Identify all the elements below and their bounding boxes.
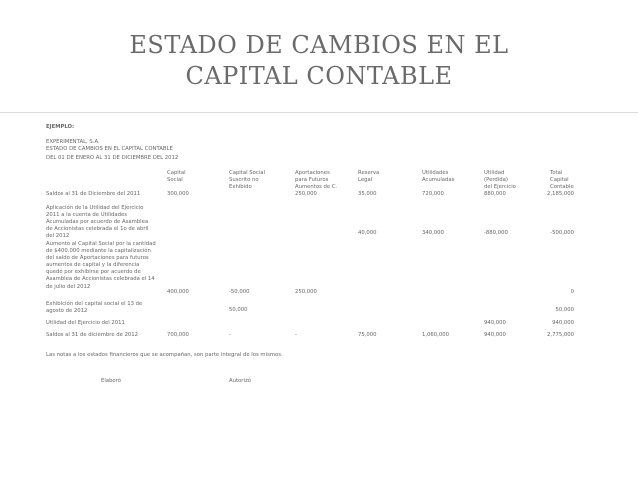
table-cell: 940,000 — [484, 320, 506, 326]
column-header: (Perdida) — [484, 177, 508, 184]
title-divider — [0, 112, 638, 113]
table-cell: 2,775,000 — [547, 332, 574, 338]
table-cell: 340,000 — [422, 230, 444, 236]
signature-authorized: Autorizó — [229, 378, 251, 384]
company-name: EXPERIMENTAL, S.A. — [46, 139, 100, 145]
column-header: Aportaciones — [295, 170, 330, 176]
table-cell: -500,000 — [550, 230, 574, 236]
row-description: Utilidad del Ejercicio del 2011 — [46, 320, 125, 326]
column-header: Reserva — [358, 170, 380, 176]
footnote: Las notas a los estados financieros que se acompañan, son parte integral de los mismos. — [46, 352, 283, 358]
column-header: Contable — [550, 184, 574, 191]
table-cell: - — [295, 332, 297, 338]
table-cell: -880,000 — [484, 230, 508, 236]
column-header: Utilidades — [422, 170, 449, 176]
row-description: Aumento al Capital Social por la cantidad de $400,000 mediante la capitalización del saldo de Aportaciones para futuros aumentos de capital y la diferencia quedó por exhibirse por acuerdo de Asamblea de Accionistas celebrada el 14 de julio del 2012 — [46, 241, 156, 290]
column-header: Capital Social — [229, 170, 265, 176]
table-cell: - — [229, 332, 231, 338]
table-cell: 700,000 — [167, 332, 189, 338]
column-header: Social — [167, 177, 183, 184]
table-cell: 40,000 — [358, 230, 377, 236]
column-header: Exhibido — [229, 184, 252, 191]
title-line-1: ESTADO DE CAMBIOS EN EL — [129, 31, 509, 59]
row-description: Saldos al 31 de Diciembre del 2011 — [46, 191, 141, 197]
column-header: Acumuladas — [422, 177, 455, 184]
column-header: Utilidad — [484, 170, 505, 176]
statement-name: ESTADO DE CAMBIOS EN EL CAPITAL CONTABLE — [46, 146, 173, 152]
table-cell: 50,000 — [555, 307, 574, 313]
table-cell: 35,000 — [358, 191, 377, 197]
table-cell: 1,060,000 — [422, 332, 449, 338]
table-cell: 250,000 — [295, 191, 317, 197]
row-description: Aplicación de la Utilidad del Ejercicio 2011 a la cuenta de Utilidades Acumuladas por acuerdo de Asamblea de Accionistas celebrada el 1o de abril del 2012 — [46, 205, 149, 240]
column-header: Aumentos de C. — [295, 184, 338, 191]
table-cell: 400,000 — [167, 289, 189, 295]
column-header: para Futuros — [295, 177, 329, 184]
row-description: Exhibición del capital social el 13 de agosto de 2012 — [46, 301, 143, 315]
table-cell: 75,000 — [358, 332, 377, 338]
table-cell: 940,000 — [484, 332, 506, 338]
column-header: Suscrito no — [229, 177, 259, 184]
slide-title — [0, 30, 638, 92]
signature-prepared: Elaboró — [101, 378, 121, 384]
table-cell: 2,185,000 — [547, 191, 574, 197]
table-cell: 250,000 — [295, 289, 317, 295]
column-header: Capital — [550, 177, 569, 184]
column-header: del Ejercicio — [484, 184, 516, 191]
row-description: Saldos al 31 de diciembre de 2012 — [46, 332, 139, 338]
table-cell: 880,000 — [484, 191, 506, 197]
example-label: EJEMPLO: — [46, 124, 75, 130]
title-line-2: CAPITAL CONTABLE — [185, 62, 453, 90]
table-cell: 720,000 — [422, 191, 444, 197]
table-cell: 300,000 — [167, 191, 189, 197]
table-cell: 940,000 — [552, 320, 574, 326]
statement-period: DEL 01 DE ENERO AL 31 DE DICIEMBRE DEL 2012 — [46, 155, 179, 161]
column-header: Capital — [167, 170, 186, 176]
column-header: Total — [550, 170, 563, 176]
table-cell: 50,000 — [229, 307, 248, 313]
table-cell: 0 — [570, 289, 574, 295]
table-cell: -50,000 — [229, 289, 250, 295]
column-header: Legal — [358, 177, 373, 184]
